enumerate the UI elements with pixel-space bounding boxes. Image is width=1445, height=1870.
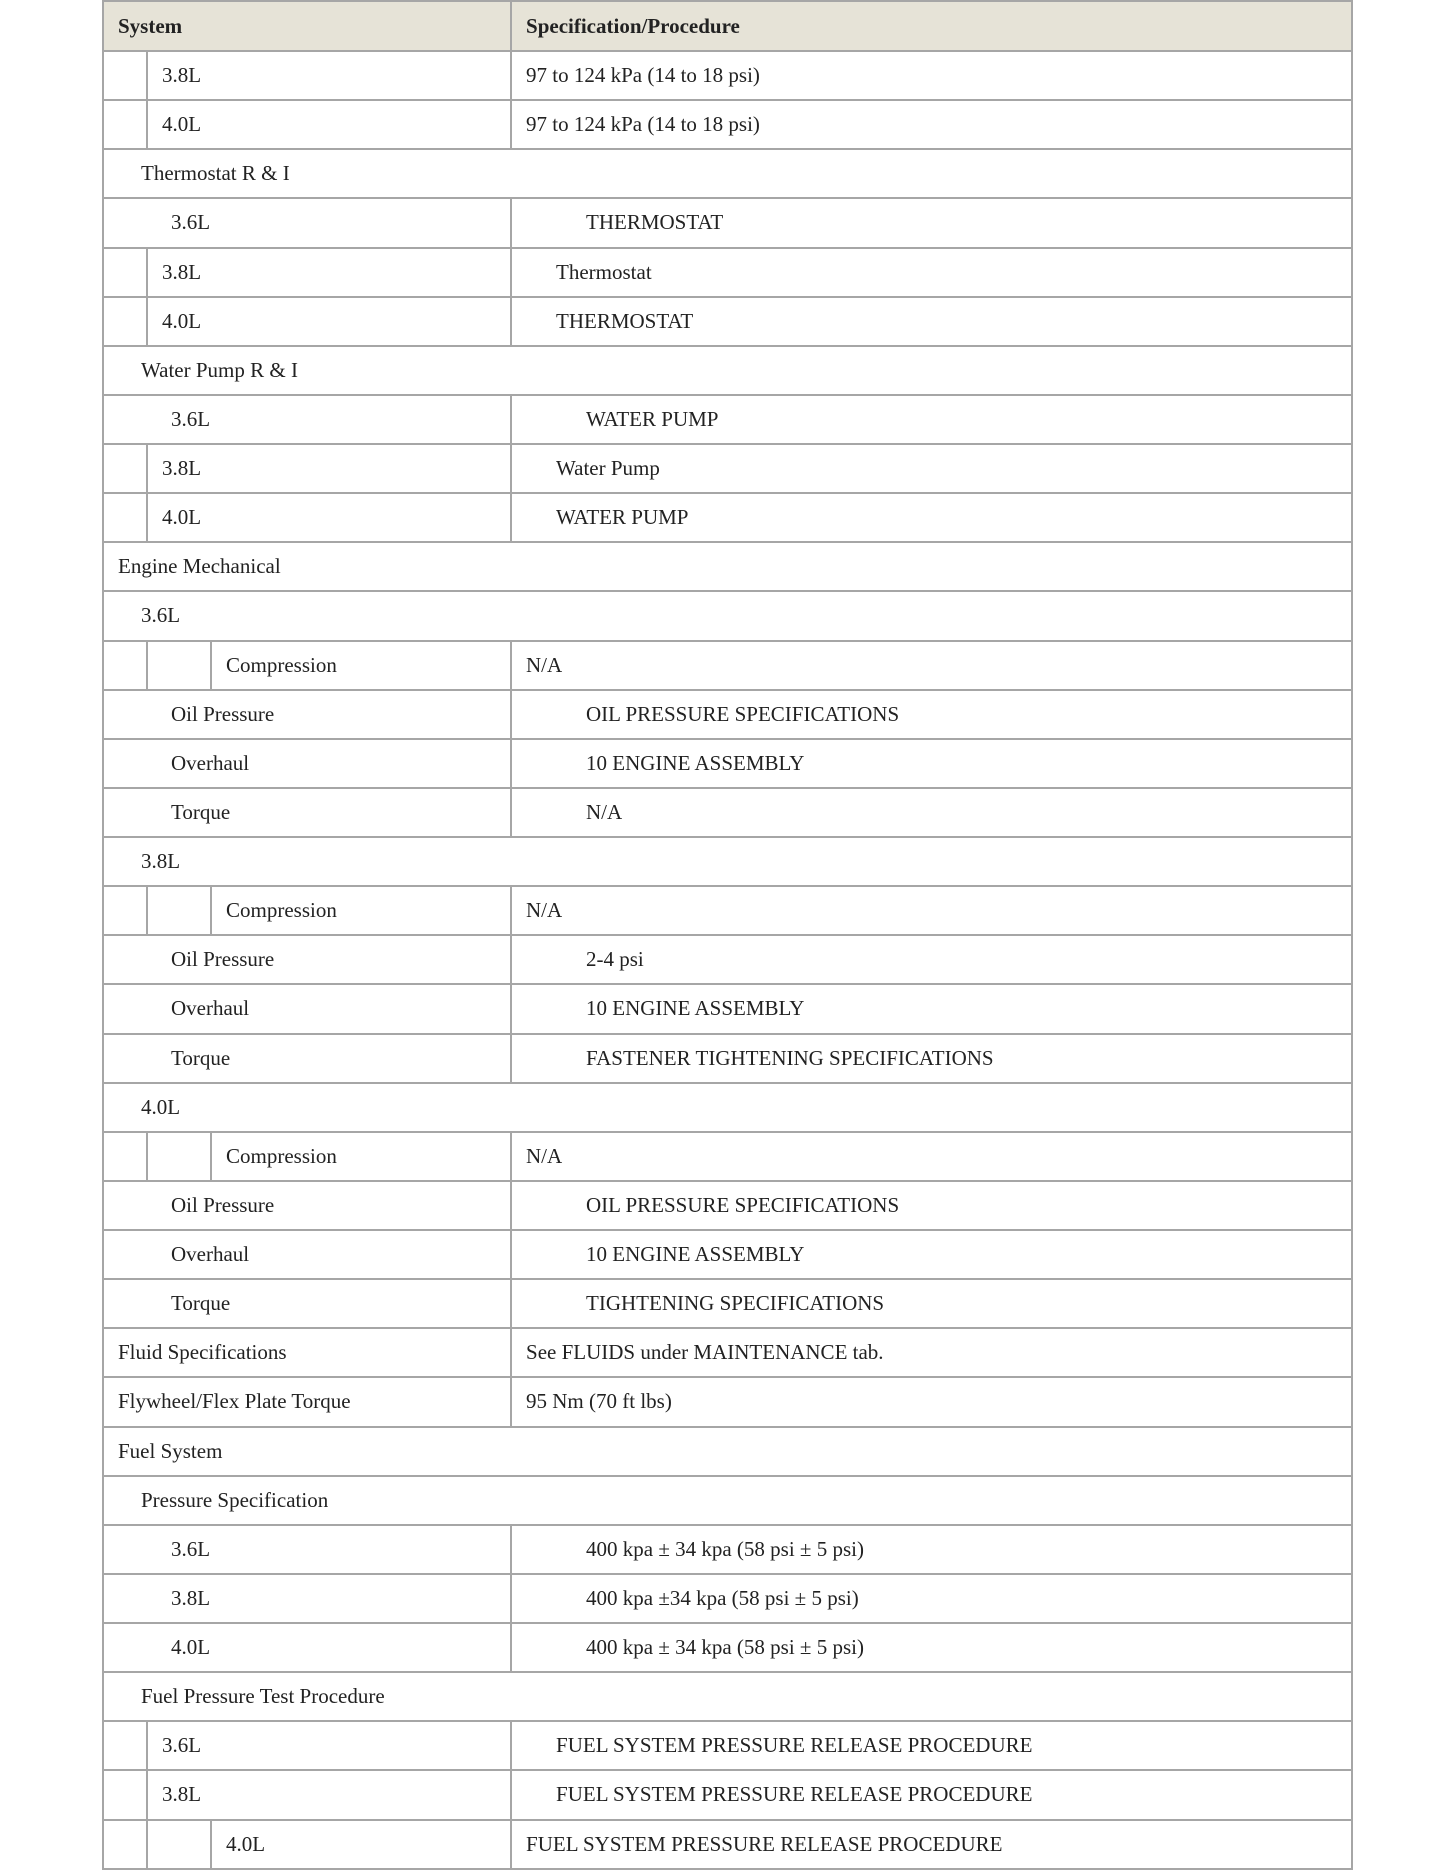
spec-value: 2-4 psi bbox=[511, 935, 1352, 984]
system-label: Torque bbox=[103, 788, 511, 837]
indent-cell bbox=[103, 641, 147, 690]
table-section-row bbox=[103, 1083, 1352, 1132]
table-section-row bbox=[103, 542, 1352, 591]
spec-value: TIGHTENING SPECIFICATIONS bbox=[511, 1279, 1352, 1328]
spec-value: WATER PUMP bbox=[511, 493, 1352, 542]
table-row bbox=[103, 100, 1352, 149]
section-label: Water Pump R & I bbox=[103, 346, 1352, 395]
table-row bbox=[103, 198, 1352, 247]
specification-table bbox=[102, 0, 1353, 1870]
table-row bbox=[103, 935, 1352, 984]
spec-value: 400 kpa ± 34 kpa (58 psi ± 5 psi) bbox=[511, 1525, 1352, 1574]
spec-value: OIL PRESSURE SPECIFICATIONS bbox=[511, 690, 1352, 739]
table-row bbox=[103, 1377, 1352, 1426]
indent-cell bbox=[103, 51, 147, 100]
spec-value: 97 to 124 kPa (14 to 18 psi) bbox=[511, 100, 1352, 149]
table-row bbox=[103, 493, 1352, 542]
system-label: 4.0L bbox=[103, 1623, 511, 1672]
indent-cell bbox=[103, 444, 147, 493]
spec-value: FASTENER TIGHTENING SPECIFICATIONS bbox=[511, 1034, 1352, 1083]
spec-value: WATER PUMP bbox=[511, 395, 1352, 444]
system-label: Compression bbox=[211, 641, 511, 690]
spec-value: 400 kpa ±34 kpa (58 psi ± 5 psi) bbox=[511, 1574, 1352, 1623]
spec-value: 97 to 124 kPa (14 to 18 psi) bbox=[511, 51, 1352, 100]
section-label: 4.0L bbox=[103, 1083, 1352, 1132]
spec-value: N/A bbox=[511, 641, 1352, 690]
table-row bbox=[103, 641, 1352, 690]
table-section-row bbox=[103, 1476, 1352, 1525]
system-label: 4.0L bbox=[147, 100, 511, 149]
system-label: Torque bbox=[103, 1279, 511, 1328]
system-label: 4.0L bbox=[147, 297, 511, 346]
spec-value: Water Pump bbox=[511, 444, 1352, 493]
table-row bbox=[103, 788, 1352, 837]
system-label: 4.0L bbox=[211, 1820, 511, 1870]
indent-cell bbox=[103, 1820, 147, 1870]
indent-cell bbox=[103, 1770, 147, 1819]
table-row bbox=[103, 1525, 1352, 1574]
indent-cell bbox=[147, 886, 211, 935]
spec-value: N/A bbox=[511, 1132, 1352, 1181]
spec-value: THERMOSTAT bbox=[511, 297, 1352, 346]
indent-cell bbox=[147, 1820, 211, 1870]
table-row bbox=[103, 1132, 1352, 1181]
system-label: Overhaul bbox=[103, 739, 511, 788]
spec-value: 400 kpa ± 34 kpa (58 psi ± 5 psi) bbox=[511, 1623, 1352, 1672]
table-row bbox=[103, 1574, 1352, 1623]
table-row bbox=[103, 1230, 1352, 1279]
system-label: Oil Pressure bbox=[103, 690, 511, 739]
system-label: 3.6L bbox=[103, 395, 511, 444]
system-label: 4.0L bbox=[147, 493, 511, 542]
indent-cell bbox=[103, 1721, 147, 1770]
indent-cell bbox=[103, 248, 147, 297]
table-row bbox=[103, 51, 1352, 100]
system-label: 3.6L bbox=[103, 198, 511, 247]
table-row bbox=[103, 395, 1352, 444]
spec-value: FUEL SYSTEM PRESSURE RELEASE PROCEDURE bbox=[511, 1721, 1352, 1770]
indent-cell bbox=[103, 297, 147, 346]
table-row bbox=[103, 739, 1352, 788]
column-header-specification: Specification/Procedure bbox=[511, 1, 1352, 51]
table-row bbox=[103, 1181, 1352, 1230]
indent-cell bbox=[103, 1132, 147, 1181]
table-row bbox=[103, 1820, 1352, 1870]
table-row bbox=[103, 886, 1352, 935]
system-label: Compression bbox=[211, 1132, 511, 1181]
spec-value: FUEL SYSTEM PRESSURE RELEASE PROCEDURE bbox=[511, 1820, 1352, 1870]
system-label: 3.8L bbox=[147, 248, 511, 297]
system-label: 3.8L bbox=[103, 1574, 511, 1623]
table-section-row bbox=[103, 837, 1352, 886]
table-section-row bbox=[103, 591, 1352, 640]
system-label: Overhaul bbox=[103, 1230, 511, 1279]
table-section-row bbox=[103, 1427, 1352, 1476]
system-label: Fluid Specifications bbox=[103, 1328, 511, 1377]
system-label: 3.6L bbox=[103, 1525, 511, 1574]
table-header-row bbox=[103, 1, 1352, 51]
system-label: Compression bbox=[211, 886, 511, 935]
indent-cell bbox=[103, 493, 147, 542]
spec-value: N/A bbox=[511, 886, 1352, 935]
table-row bbox=[103, 1328, 1352, 1377]
table-row bbox=[103, 1279, 1352, 1328]
spec-value: See FLUIDS under MAINTENANCE tab. bbox=[511, 1328, 1352, 1377]
system-label: 3.8L bbox=[147, 51, 511, 100]
table-section-row bbox=[103, 1672, 1352, 1721]
section-label: Thermostat R & I bbox=[103, 149, 1352, 198]
system-label: 3.8L bbox=[147, 444, 511, 493]
system-label: Oil Pressure bbox=[103, 935, 511, 984]
system-label: Oil Pressure bbox=[103, 1181, 511, 1230]
table-row bbox=[103, 444, 1352, 493]
spec-value: OIL PRESSURE SPECIFICATIONS bbox=[511, 1181, 1352, 1230]
system-label: Flywheel/Flex Plate Torque bbox=[103, 1377, 511, 1426]
table-body bbox=[103, 51, 1352, 1869]
system-label: 3.8L bbox=[147, 1770, 511, 1819]
table-row bbox=[103, 1721, 1352, 1770]
table-row bbox=[103, 1623, 1352, 1672]
table-section-row bbox=[103, 149, 1352, 198]
section-label: Fuel System bbox=[103, 1427, 1352, 1476]
column-header-system: System bbox=[103, 1, 511, 51]
indent-cell bbox=[147, 641, 211, 690]
system-label: 3.6L bbox=[147, 1721, 511, 1770]
spec-value: 95 Nm (70 ft lbs) bbox=[511, 1377, 1352, 1426]
table-row bbox=[103, 297, 1352, 346]
section-label: 3.6L bbox=[103, 591, 1352, 640]
spec-value: THERMOSTAT bbox=[511, 198, 1352, 247]
table-row bbox=[103, 1034, 1352, 1083]
spec-value: N/A bbox=[511, 788, 1352, 837]
indent-cell bbox=[103, 886, 147, 935]
spec-value: 10 ENGINE ASSEMBLY bbox=[511, 739, 1352, 788]
spec-value: 10 ENGINE ASSEMBLY bbox=[511, 1230, 1352, 1279]
table-row bbox=[103, 248, 1352, 297]
system-label: Overhaul bbox=[103, 984, 511, 1033]
table-row bbox=[103, 984, 1352, 1033]
indent-cell bbox=[103, 100, 147, 149]
table-section-row bbox=[103, 346, 1352, 395]
table-row bbox=[103, 690, 1352, 739]
section-label: 3.8L bbox=[103, 837, 1352, 886]
indent-cell bbox=[147, 1132, 211, 1181]
section-label: Engine Mechanical bbox=[103, 542, 1352, 591]
spec-value: 10 ENGINE ASSEMBLY bbox=[511, 984, 1352, 1033]
section-label: Fuel Pressure Test Procedure bbox=[103, 1672, 1352, 1721]
section-label: Pressure Specification bbox=[103, 1476, 1352, 1525]
system-label: Torque bbox=[103, 1034, 511, 1083]
spec-value: FUEL SYSTEM PRESSURE RELEASE PROCEDURE bbox=[511, 1770, 1352, 1819]
spec-value: Thermostat bbox=[511, 248, 1352, 297]
table-row bbox=[103, 1770, 1352, 1819]
